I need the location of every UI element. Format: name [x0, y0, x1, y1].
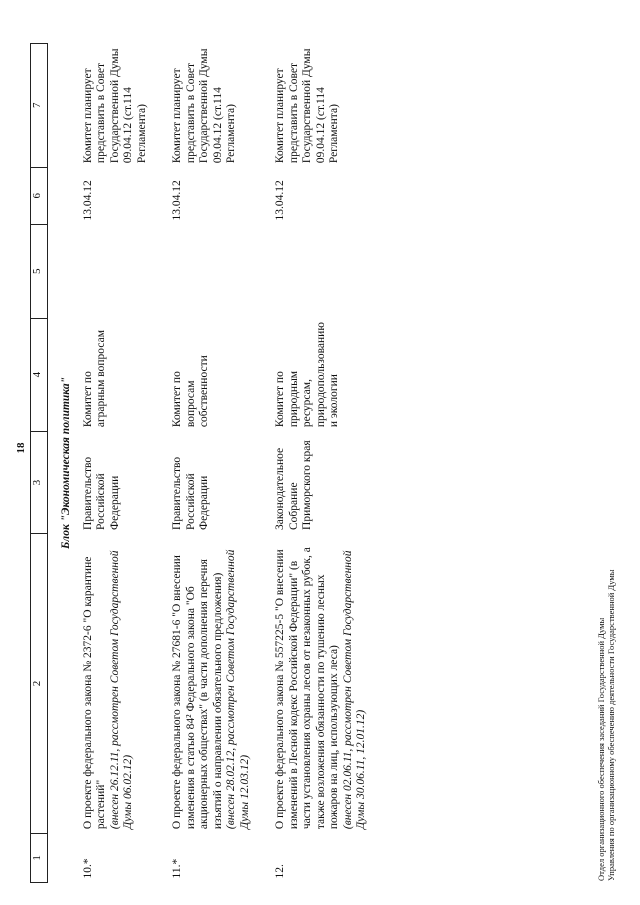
bill-note: (внесен 02.06.11, рассмотрен Советом Государственной Думы 30.06.11, 12.01.12) [341, 550, 367, 830]
table-header-row [31, 44, 48, 883]
remark-cell: Комитет планирует представить в Совет Государственной Думы 09.04.12 (ст.114 Регламента) [171, 48, 237, 164]
bill-description [274, 534, 391, 833]
block-title: Блок "Экономическая политика" [60, 377, 72, 550]
initiator: Правительство Российской Федерации [81, 456, 121, 530]
column-header-1: 1 [31, 833, 48, 882]
table-row [82, 44, 172, 883]
page-number: 18 [15, 442, 27, 454]
column-header-5: 5 [31, 225, 48, 319]
table-row [274, 44, 391, 883]
committee: Комитет по природным ресурсам, природопользованию и экологии [274, 322, 340, 428]
bill-title: О проекте федерального закона № 557225-5 "О внесении изменений в Лесной кодекс Российской Федерации" (в части установления охраны лесов от незаконных рубок, а также возложения обязанности по тушению лесных пожаров на лиц, использующих леса) [274, 547, 340, 830]
footer [596, 570, 616, 881]
column-5-cell [171, 225, 274, 319]
column-header-6: 6 [31, 167, 48, 224]
bill-description [82, 534, 172, 833]
row-number: 10.* [81, 858, 94, 879]
rotated-document-sheet [10, 13, 620, 893]
bill-title: О проекте федерального закона № 2372-6 "О карантине растений" [81, 556, 107, 830]
date-cell: 13.04.12 [171, 180, 183, 221]
initiator: Законодательное Собрание Приморского края [274, 440, 313, 530]
column-5-cell [274, 225, 391, 319]
bill-title: О проекте федерального закона № 27681-6 "О внесении изменения в статью 84² Федерального закона "Об акционерных обществах" (в части дополнения перечня изъятий о направлении обязательного предложения) [171, 555, 224, 830]
row-number: 12. [274, 864, 286, 879]
bill-description [171, 534, 274, 833]
block-title-row [48, 44, 82, 883]
table-row [171, 44, 274, 883]
remark-cell: Комитет планирует представить в Совет Государственной Думы 09.04.12 (ст.114 Регламента) [274, 48, 340, 164]
agenda-table [30, 43, 391, 883]
column-header-2: 2 [31, 534, 48, 833]
initiator: Правительство Российской Федерации [171, 456, 210, 530]
column-header-7: 7 [31, 44, 48, 168]
column-5-cell [82, 225, 172, 319]
column-header-3: 3 [31, 431, 48, 534]
bill-note: (внесен 26.12.11, рассмотрен Советом Государственной Думы 06.02.12) [108, 550, 134, 830]
bill-note: (внесен 28.02.12, рассмотрен Советом Государственной Думы 12.03.12) [225, 549, 251, 830]
column-header-4: 4 [31, 318, 48, 431]
footer-line-2: Управления по организационному обеспечению деятельности Государственной Думы [606, 569, 616, 881]
date-cell: 13.04.12 [274, 180, 286, 221]
footer-line-1: Отдел организационного обеспечения заседаний Государственной Думы [596, 617, 606, 881]
row-number: 11.* [171, 858, 183, 879]
committee: Комитет по вопросам собственности [171, 355, 210, 428]
committee: Комитет по аграрным вопросам [81, 330, 107, 428]
date-cell: 13.04.12 [81, 180, 94, 221]
remark-cell: Комитет планирует представить в Совет Государственной Думы 09.04.12 (ст.114 Регламента) [81, 48, 148, 164]
